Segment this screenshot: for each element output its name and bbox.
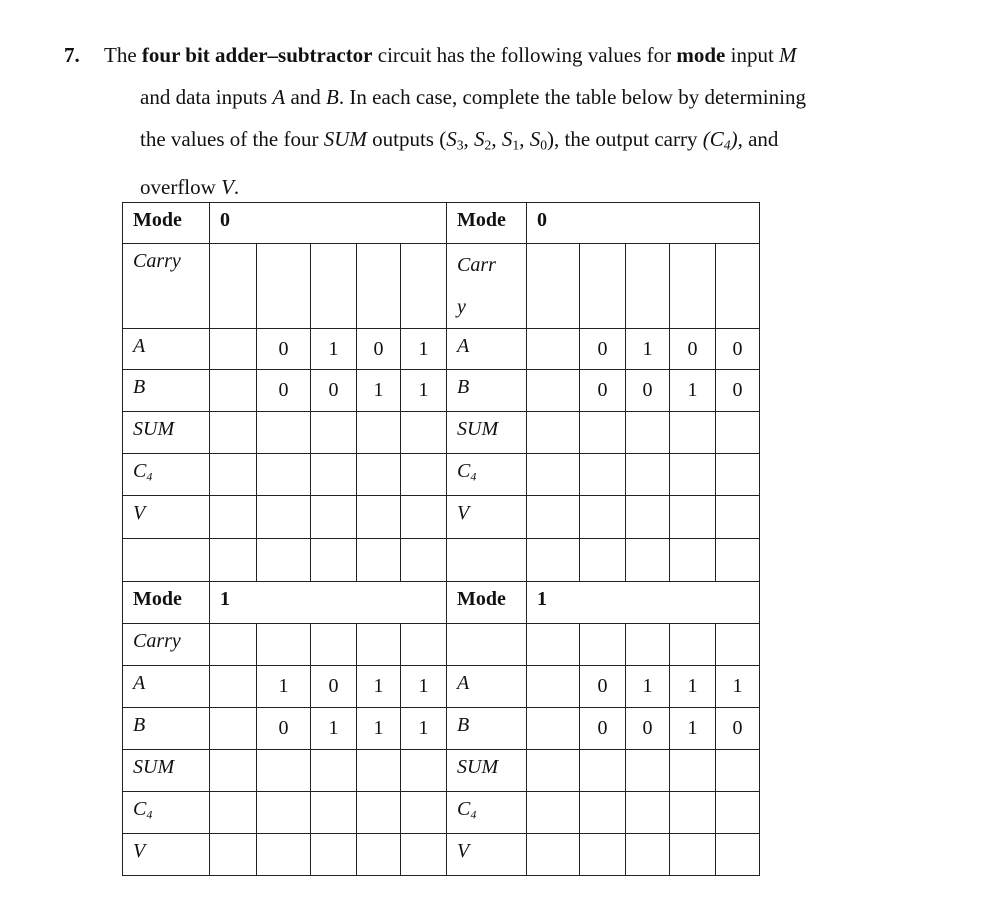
answer-cell[interactable]: [357, 412, 401, 454]
answer-cell[interactable]: [311, 834, 357, 876]
b-label: B: [123, 708, 210, 750]
text: ,: [491, 127, 502, 151]
text: , and: [737, 127, 779, 151]
v-label: V: [123, 834, 210, 876]
answer-cell[interactable]: [580, 792, 626, 834]
text-italic: B: [326, 85, 339, 109]
blank-cell: [626, 539, 670, 582]
bit-cell: 1: [401, 370, 447, 412]
c4-label: [123, 792, 210, 834]
text-bold: mode: [676, 43, 726, 67]
blank-cell: [527, 708, 580, 750]
mode-label: Mode: [123, 203, 210, 244]
answer-cell[interactable]: [311, 454, 357, 496]
text-italic: ): [730, 127, 738, 151]
answer-cell[interactable]: [716, 496, 760, 539]
answer-cell[interactable]: [401, 624, 447, 666]
answer-cell[interactable]: [580, 624, 626, 666]
answer-cell[interactable]: [716, 454, 760, 496]
answer-cell[interactable]: [357, 496, 401, 539]
carry-label: Carry: [123, 244, 210, 329]
blank-cell: [210, 624, 257, 666]
carry-label: Carry: [123, 624, 210, 666]
question-number: 7.: [64, 43, 80, 67]
table-row: [123, 582, 760, 624]
answer-cell[interactable]: [626, 750, 670, 792]
blank-cell: [580, 539, 626, 582]
mode-label: Mode: [447, 582, 527, 624]
blank-cell: [447, 624, 527, 666]
text: circuit has the following values for: [372, 43, 677, 67]
blank-cell: [527, 244, 580, 329]
answer-cell[interactable]: [257, 244, 311, 329]
answer-cell[interactable]: [257, 792, 311, 834]
a-label: A: [447, 329, 527, 370]
blank-cell: [670, 539, 716, 582]
text: and data inputs: [140, 85, 273, 109]
blank-cell: [210, 539, 257, 582]
table-row: [123, 750, 760, 792]
answer-cell[interactable]: [716, 244, 760, 329]
bit-cell: 0: [257, 329, 311, 370]
subscript: 3: [456, 137, 464, 153]
bit-cell: 1: [357, 666, 401, 708]
c4-letter: C: [457, 460, 471, 482]
table-row: [123, 666, 760, 708]
answer-cell[interactable]: [580, 454, 626, 496]
table-row: [123, 412, 760, 454]
carry-label-part: Carr: [457, 254, 496, 276]
bit-cell: 0: [257, 370, 311, 412]
answer-cell[interactable]: [626, 624, 670, 666]
bit-cell: 0: [311, 666, 357, 708]
v-label: V: [447, 834, 527, 876]
answer-cell[interactable]: [257, 624, 311, 666]
bit-cell: 1: [716, 666, 760, 708]
text: ), the output carry: [547, 127, 703, 151]
answer-cell[interactable]: [670, 496, 716, 539]
table-row: [123, 454, 760, 496]
answer-cell[interactable]: [401, 750, 447, 792]
blank-cell: [527, 496, 580, 539]
bit-cell: 0: [670, 329, 716, 370]
blank-cell: [527, 454, 580, 496]
answer-cell[interactable]: [311, 750, 357, 792]
c4-subscript: 4: [470, 469, 477, 484]
answer-cell[interactable]: [357, 834, 401, 876]
bit-cell: 0: [580, 370, 626, 412]
a-label: A: [123, 666, 210, 708]
answer-cell[interactable]: [670, 792, 716, 834]
answer-cell[interactable]: [670, 412, 716, 454]
answer-cell[interactable]: [311, 496, 357, 539]
bit-cell: 0: [311, 370, 357, 412]
blank-cell: [357, 539, 401, 582]
text: and: [285, 85, 327, 109]
bit-cell: 1: [357, 708, 401, 750]
mode-value: 0: [210, 203, 447, 244]
answer-cell[interactable]: [401, 792, 447, 834]
text-italic: S: [529, 127, 541, 151]
answer-cell[interactable]: [357, 792, 401, 834]
c4-subscript: 4: [146, 807, 153, 822]
text-italic: (C: [702, 127, 724, 151]
blank-cell: [527, 370, 580, 412]
bit-cell: 1: [311, 329, 357, 370]
answer-cell[interactable]: [716, 412, 760, 454]
answer-cell[interactable]: [670, 834, 716, 876]
bit-cell: 0: [626, 370, 670, 412]
table-row: [123, 834, 760, 876]
blank-cell: [210, 412, 257, 454]
b-label: B: [447, 370, 527, 412]
text: . In each case, complete the table below by determining: [338, 85, 806, 109]
blank-cell: [716, 539, 760, 582]
bit-cell: 0: [357, 329, 401, 370]
bit-cell: 0: [716, 370, 760, 412]
c4-label: [123, 454, 210, 496]
text-italic: S: [501, 127, 513, 151]
table-row: [123, 708, 760, 750]
answer-cell[interactable]: [257, 412, 311, 454]
table-row: [123, 203, 760, 244]
answer-cell[interactable]: [401, 412, 447, 454]
table-row: [123, 624, 760, 666]
sum-label: SUM: [123, 750, 210, 792]
b-label: B: [123, 370, 210, 412]
bit-cell: 0: [580, 666, 626, 708]
blank-cell: [210, 329, 257, 370]
bit-cell: 1: [401, 708, 447, 750]
mode-value: 0: [527, 203, 760, 244]
sum-label: SUM: [447, 412, 527, 454]
bit-cell: 1: [311, 708, 357, 750]
answer-cell[interactable]: [626, 244, 670, 329]
bit-cell: 1: [257, 666, 311, 708]
blank-cell: [401, 539, 447, 582]
answer-cell[interactable]: [716, 750, 760, 792]
answer-cell[interactable]: [311, 792, 357, 834]
text-italic: V: [221, 175, 234, 200]
answer-cell[interactable]: [580, 834, 626, 876]
blank-cell: [527, 329, 580, 370]
answer-cell[interactable]: [311, 244, 357, 329]
answer-cell[interactable]: [257, 454, 311, 496]
answer-cell[interactable]: [401, 244, 447, 329]
blank-cell: [527, 792, 580, 834]
blank-cell: [447, 539, 527, 582]
a-label: A: [123, 329, 210, 370]
blank-cell: [311, 539, 357, 582]
bit-cell: 1: [670, 708, 716, 750]
table-row: [123, 370, 760, 412]
question-line-2: [64, 76, 944, 118]
blank-cell: [210, 792, 257, 834]
question-text: [64, 34, 944, 208]
answer-cell[interactable]: [357, 244, 401, 329]
blank-cell: [527, 412, 580, 454]
v-label: V: [447, 496, 527, 539]
bit-cell: 0: [716, 329, 760, 370]
blank-cell: [527, 666, 580, 708]
answer-cell[interactable]: [257, 496, 311, 539]
mode-value: 1: [210, 582, 447, 624]
answer-cell[interactable]: [580, 412, 626, 454]
mode-label: Mode: [447, 203, 527, 244]
blank-cell: [527, 539, 580, 582]
c4-label: [447, 454, 527, 496]
subscript: 1: [512, 137, 520, 153]
c4-subscript: 4: [146, 469, 153, 484]
answer-cell[interactable]: [626, 454, 670, 496]
answer-cell[interactable]: [257, 834, 311, 876]
bit-cell: 1: [626, 329, 670, 370]
bit-cell: 1: [401, 329, 447, 370]
subscript: 4: [723, 137, 731, 153]
answer-cell[interactable]: [401, 496, 447, 539]
carry-label: [447, 244, 527, 329]
question-line-1: [64, 34, 944, 76]
answer-cell[interactable]: [311, 624, 357, 666]
answer-cell[interactable]: [670, 624, 716, 666]
answer-cell[interactable]: [311, 412, 357, 454]
b-label: B: [447, 708, 527, 750]
bit-cell: 0: [580, 708, 626, 750]
answer-cell[interactable]: [716, 834, 760, 876]
bit-cell: 0: [257, 708, 311, 750]
table-row: [123, 329, 760, 370]
mode-label: Mode: [123, 582, 210, 624]
text-italic: M: [779, 43, 797, 67]
blank-cell: [527, 750, 580, 792]
answer-cell[interactable]: [401, 454, 447, 496]
text: outputs (: [366, 127, 447, 151]
blank-cell: [210, 370, 257, 412]
answer-cell[interactable]: [580, 496, 626, 539]
answer-cell[interactable]: [357, 750, 401, 792]
bit-cell: 1: [670, 666, 716, 708]
bit-cell: 1: [401, 666, 447, 708]
c4-letter: C: [133, 798, 147, 820]
text: overflow: [140, 175, 222, 200]
bit-cell: 1: [670, 370, 716, 412]
bit-cell: 0: [716, 708, 760, 750]
blank-cell: [123, 539, 210, 582]
blank-cell: [210, 666, 257, 708]
c4-label: [447, 792, 527, 834]
text-italic: A: [272, 85, 286, 109]
answer-cell[interactable]: [670, 244, 716, 329]
v-label: V: [123, 496, 210, 539]
answer-cell[interactable]: [626, 496, 670, 539]
c4-letter: C: [133, 460, 147, 482]
table-row: [123, 244, 760, 329]
answer-cell[interactable]: [357, 454, 401, 496]
blank-cell: [210, 454, 257, 496]
c4-subscript: 4: [470, 807, 477, 822]
answer-cell[interactable]: [580, 750, 626, 792]
table-row: [123, 496, 760, 539]
answer-cell[interactable]: [626, 834, 670, 876]
answer-cell[interactable]: [626, 412, 670, 454]
answer-cell[interactable]: [670, 454, 716, 496]
bit-cell: 0: [580, 329, 626, 370]
blank-cell: [527, 834, 580, 876]
sum-label: SUM: [447, 750, 527, 792]
blank-cell: [527, 624, 580, 666]
answer-cell[interactable]: [357, 624, 401, 666]
blank-cell: [257, 539, 311, 582]
text-italic: SUM: [323, 127, 367, 151]
blank-cell: [210, 750, 257, 792]
text: the values of the four: [140, 127, 324, 151]
blank-cell: [210, 708, 257, 750]
blank-cell: [210, 496, 257, 539]
c4-letter: C: [457, 798, 471, 820]
answer-cell[interactable]: [670, 750, 716, 792]
carry-label-part: y: [457, 296, 466, 318]
text: The: [104, 43, 142, 67]
a-label: A: [447, 666, 527, 708]
text: ,: [519, 127, 530, 151]
subscript: 0: [540, 137, 548, 153]
blank-cell: [210, 244, 257, 329]
text: .: [233, 175, 240, 200]
bit-cell: 0: [626, 708, 670, 750]
question-line-3: [64, 118, 944, 166]
table-row: [123, 792, 760, 834]
mode-value: 1: [527, 582, 760, 624]
subscript: 2: [484, 137, 492, 153]
bit-cell: 1: [357, 370, 401, 412]
blank-cell: [210, 834, 257, 876]
adder-subtractor-table: [122, 202, 760, 876]
text-italic: S: [446, 127, 457, 151]
answer-cell[interactable]: [580, 244, 626, 329]
text-italic: S: [474, 127, 485, 151]
answer-cell[interactable]: [626, 792, 670, 834]
answer-cell[interactable]: [716, 792, 760, 834]
text: input: [725, 43, 780, 67]
answer-cell[interactable]: [716, 624, 760, 666]
bit-cell: 1: [626, 666, 670, 708]
text: ,: [463, 127, 475, 151]
text-bold: four bit adder–subtractor: [141, 43, 373, 67]
sum-label: SUM: [123, 412, 210, 454]
answer-cell[interactable]: [401, 834, 447, 876]
table-row: [123, 539, 760, 582]
answer-cell[interactable]: [257, 750, 311, 792]
